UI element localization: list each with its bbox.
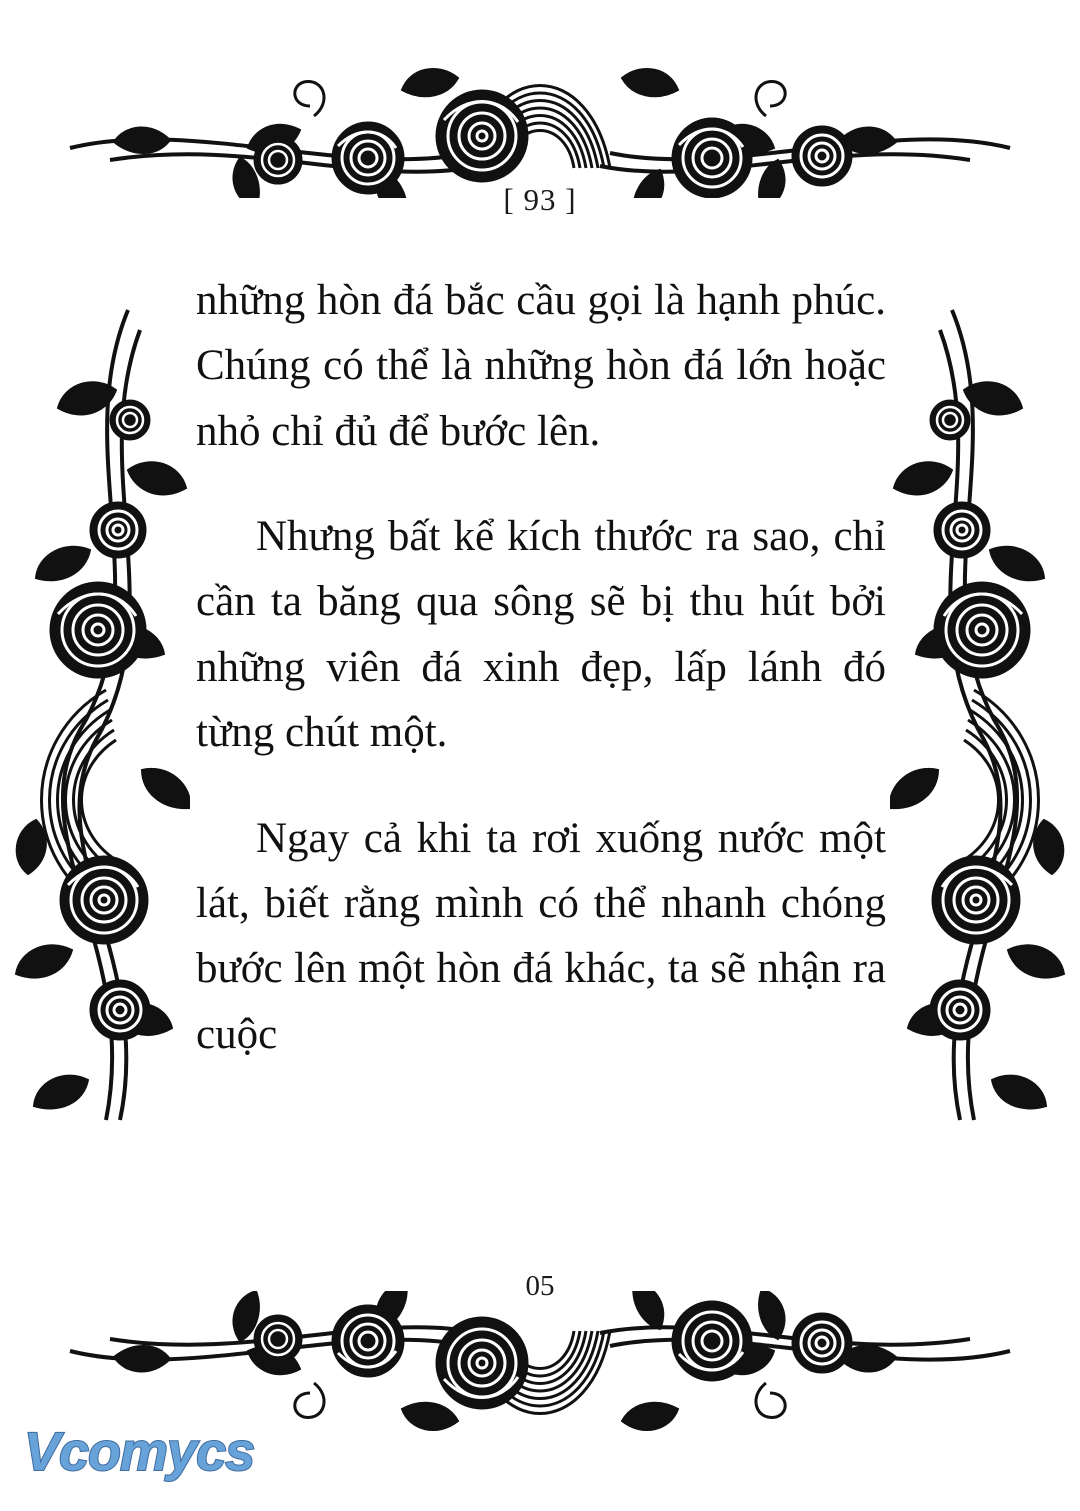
rose-vine-border-left-icon — [10, 300, 190, 1130]
paragraph: Ngay cả khi ta rơi xuống nước một lát, biết rằng mình có thể nhanh chóng bước lên một hòn đá khác, ta sẽ nhận ra cuộc — [196, 814, 886, 1058]
rose-vine-border-top-icon — [50, 18, 1030, 198]
paragraph: Nhưng bất kể kích thước ra sao, chỉ cần ta băng qua sông sẽ bị thu hút bởi những viên đá xinh đẹp, lấp lánh đó từng chút một. — [196, 513, 886, 757]
watermark — [24, 1422, 274, 1495]
page-marker-top: [ 93 ] — [503, 182, 577, 217]
rose-vine-border-right-icon — [890, 300, 1070, 1130]
watermark-text: Vcomycs — [24, 1422, 255, 1482]
page-body — [196, 268, 886, 1268]
page-number-bottom: 05 — [525, 1270, 555, 1302]
paragraph: những hòn đá bắc cầu gọi là hạnh phúc. Chúng có thể là những hòn đá lớn hoặc nhỏ chỉ đủ để bước lên. — [196, 277, 886, 455]
